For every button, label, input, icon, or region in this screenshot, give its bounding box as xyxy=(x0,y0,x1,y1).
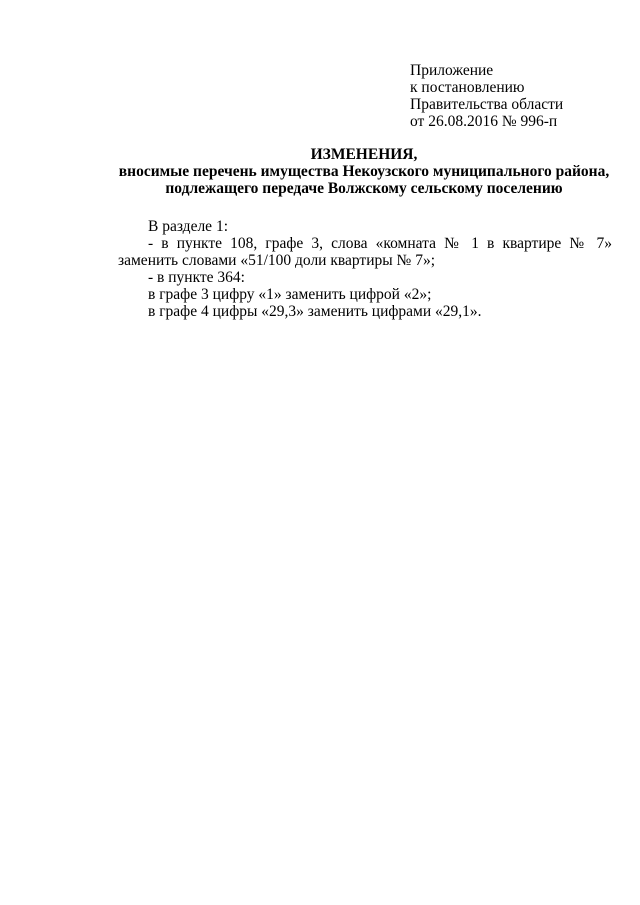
appendix-line: Правительства области xyxy=(410,96,564,113)
appendix-line: к постановлению xyxy=(410,79,525,96)
appendix-line: от 26.08.2016 № 996-п xyxy=(410,113,558,130)
paragraph: - в пункте 108, графе 3, слова «комната № 1 в квартире № 7» заменить словами «51/100 доли квартиры № 7»; xyxy=(118,235,612,269)
title-line: ИЗМЕНЕНИЯ, xyxy=(310,146,418,163)
paragraph: в графе 3 цифру «1» заменить цифрой «2»; xyxy=(148,286,432,303)
title-line: вносимые перечень имущества Некоузского муниципального района, xyxy=(118,163,610,180)
appendix-line: Приложение xyxy=(410,62,494,79)
document-title xyxy=(110,146,618,197)
paragraph: - в пункте 364: xyxy=(148,269,245,286)
paragraph: В разделе 1: xyxy=(148,218,228,235)
paragraph: в графе 4 цифры «29,3» заменить цифрами «29,1». xyxy=(148,303,482,320)
title-line: подлежащего передаче Волжскому сельскому поселению xyxy=(165,180,563,197)
document-body xyxy=(118,218,612,320)
appendix-header xyxy=(410,62,563,130)
